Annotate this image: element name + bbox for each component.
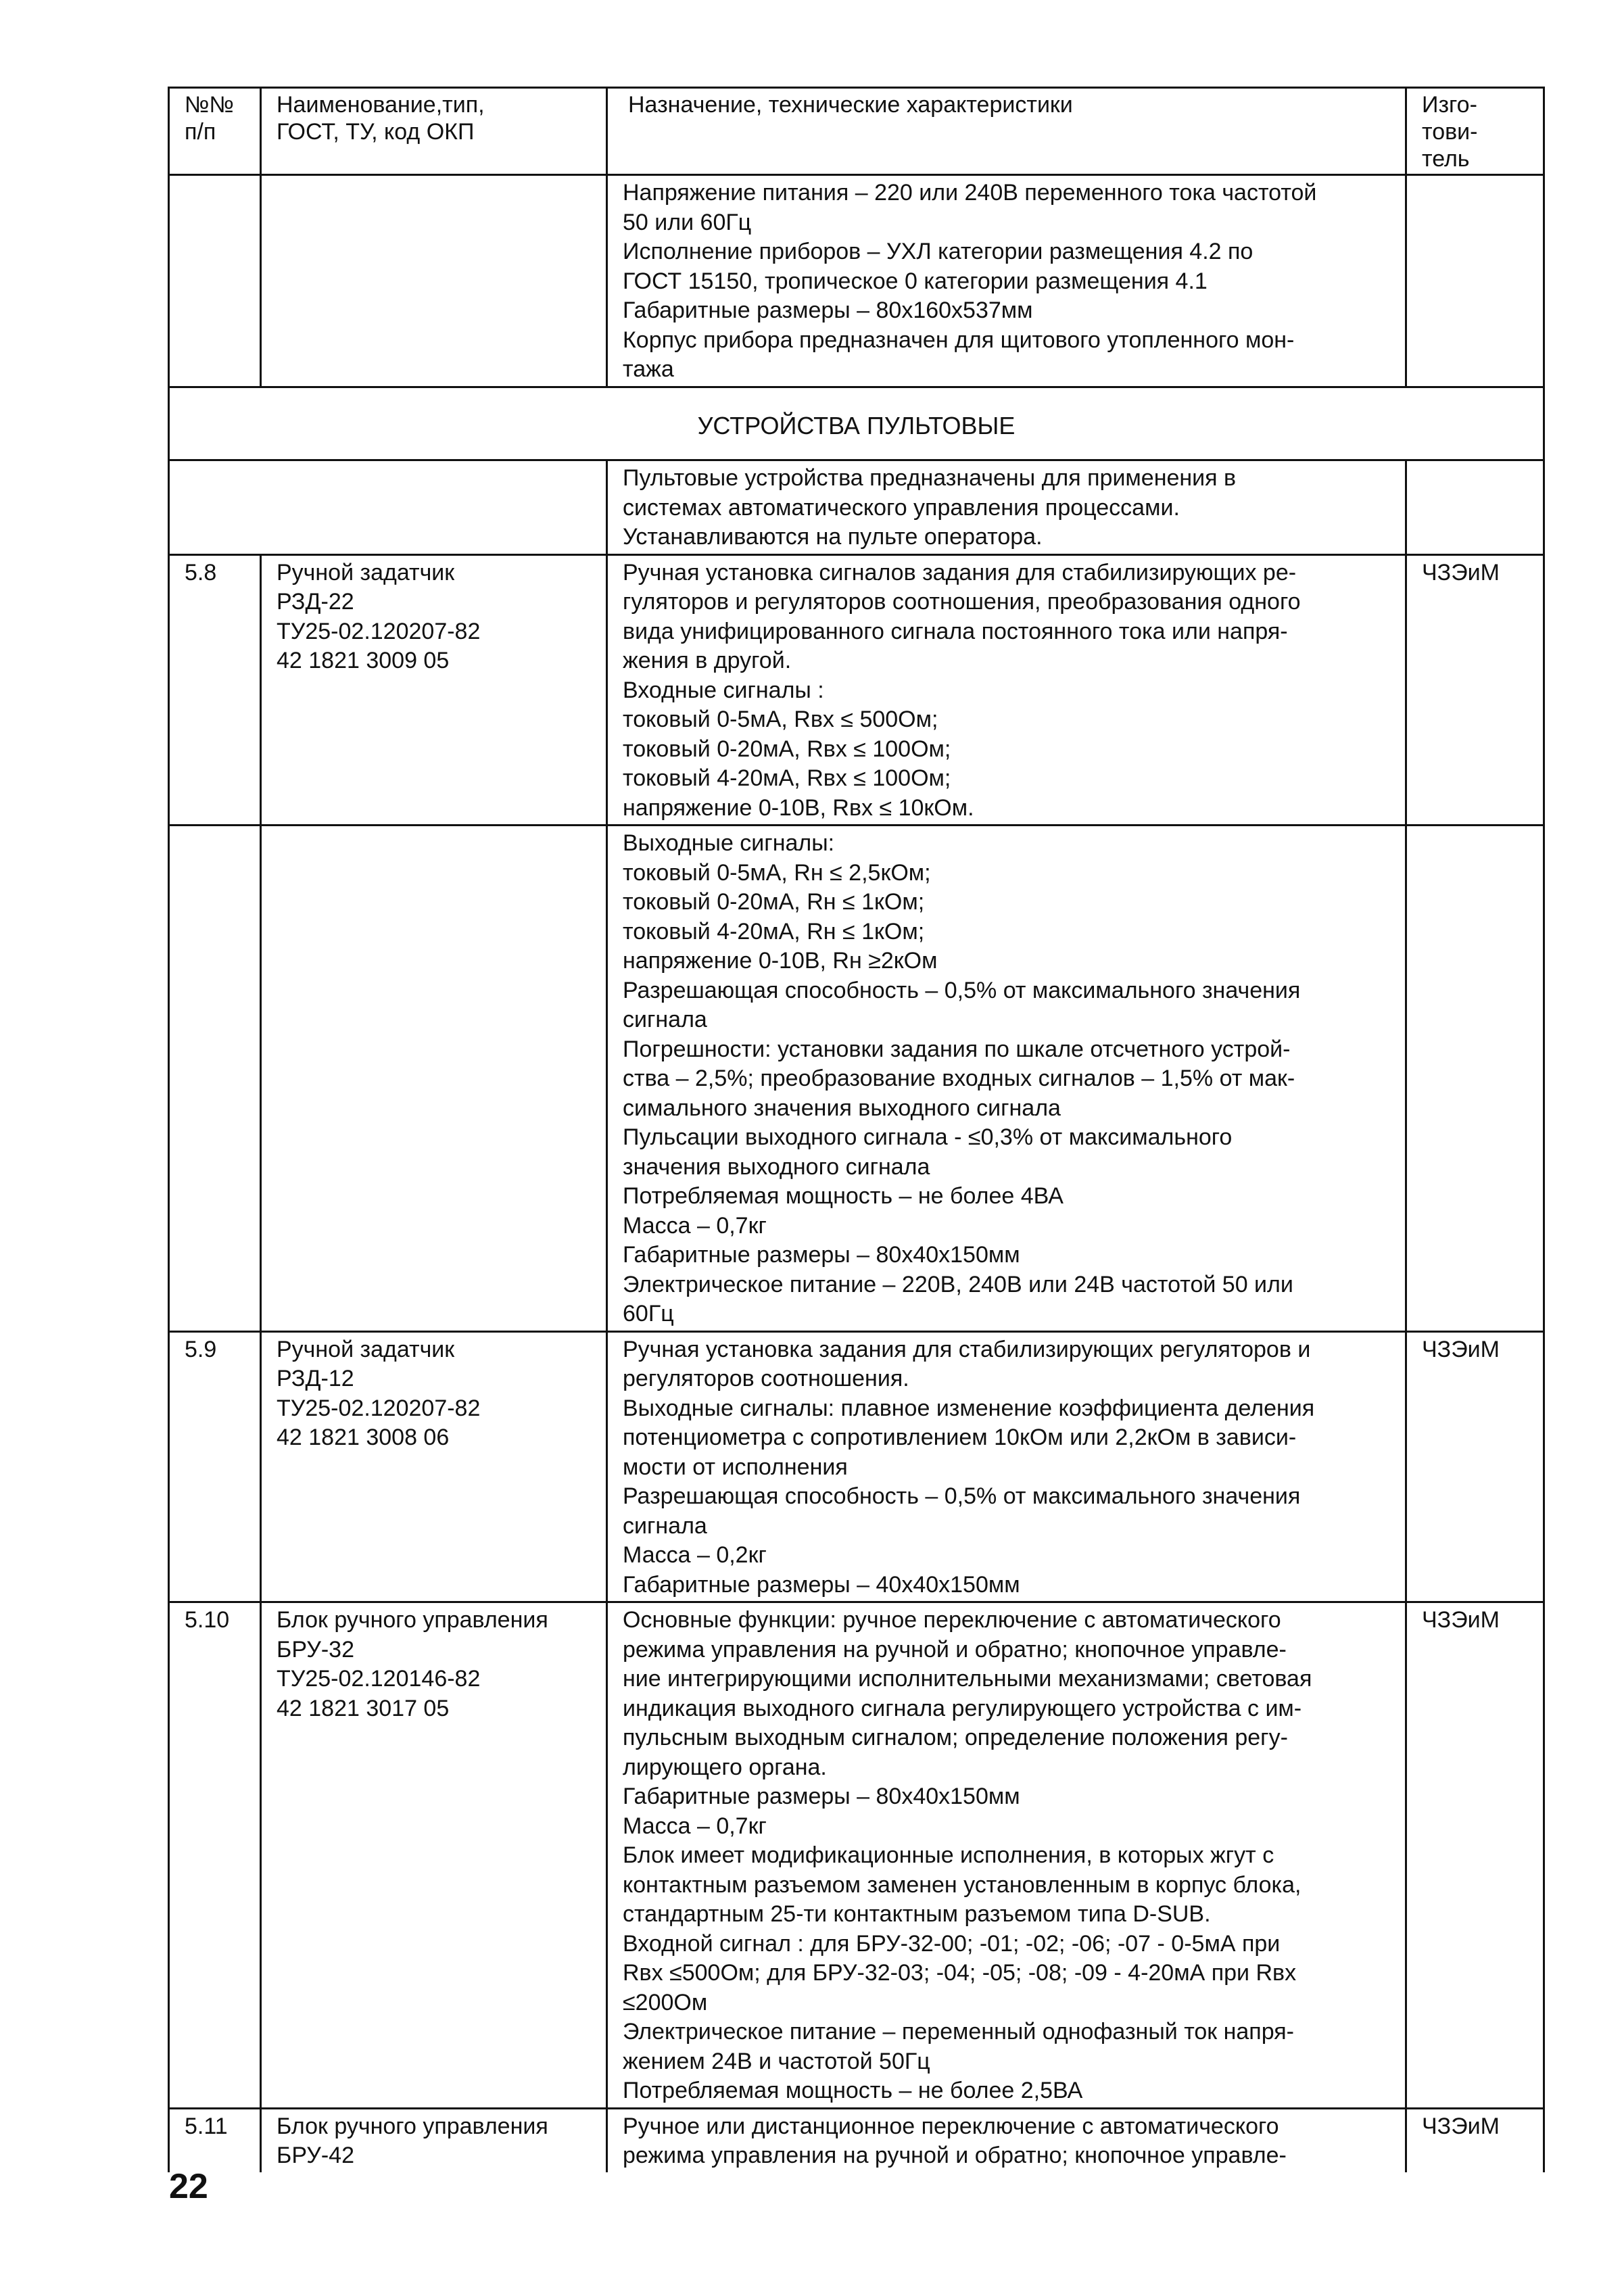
table-row-continuation (169, 826, 1544, 1332)
header-mfr: Изго- тови- тель (1406, 88, 1544, 175)
section-title-row (169, 387, 1544, 460)
row-desc: Ручная установка задания для стабилизирующих регуляторов и регуляторов соотношения. Выходные сигналы: плавное изменение коэффициента деления потенциометра с сопротивлением 10кОм или 2,2кОм в зависи- мости от исполнения Разрешающая способность – 0,5% от максимального значения сигнала Масса – 0,2кг Габаритные размеры – 40х40х150мм (607, 1331, 1406, 1602)
section-intro-row (169, 460, 1544, 555)
table-row (169, 1602, 1544, 2109)
row-mfr: ЧЗЭиМ (1406, 554, 1544, 826)
table-header-row (169, 88, 1544, 175)
header-desc: Назначение, технические характеристики (607, 88, 1406, 175)
table-row (169, 1331, 1544, 1602)
row-num: 5.10 (169, 1602, 261, 2109)
row-mfr: ЧЗЭиМ (1406, 2108, 1544, 2172)
table-row (169, 2108, 1544, 2172)
continuation-row (169, 175, 1544, 387)
row-num: 5.8 (169, 554, 261, 826)
row-mfr: ЧЗЭиМ (1406, 1331, 1544, 1602)
page-number: 22 (169, 2167, 208, 2206)
row-desc: Ручное или дистанционное переключение с автоматического режима управления на ручной и обратно; кнопочное управле- (607, 2108, 1406, 2172)
table-row (169, 554, 1544, 826)
row-desc: Основные функции: ручное переключение с автоматического режима управления на ручной и обратно; кнопочное управле- ние интегрирующими исполнительными механизмами; световая индикация выходного сигнала регулирующего устройства с им- пульсным выходным сигналом; определение положения регу- лирующего органа. Габаритные размеры – 80х40х150мм Масса – 0,7кг Блок имеет модификационные исполнения, в которых жгут с контактным разъемом заменен установленным в корпус блока, стандартным 25-ти контактным разъемом типа D-SUB. Входной сигнал : для БРУ-32-00; -01; -02; -06; -07 - 0-5мА при Rвх ≤500Ом; для БРУ-32-03; -04; -05; -08; -09 - 4-20мА при Rвх ≤200Ом Электрическое питание – переменный однофазный ток напря- жением 24В и частотой 50Гц Потребляемая мощность – не более 2,5ВА (607, 1602, 1406, 2109)
row-name: Ручной задатчик РЗД-12 ТУ25-02.120207-82 42 1821 3008 06 (261, 1331, 607, 1602)
row-num: 5.9 (169, 1331, 261, 1602)
row-mfr: ЧЗЭиМ (1406, 1602, 1544, 2109)
row-name: Блок ручного управления БРУ-32 ТУ25-02.120146-82 42 1821 3017 05 (261, 1602, 607, 2109)
header-name: Наименование,тип, ГОСТ, ТУ, код ОКП (261, 88, 607, 175)
section-title: УСТРОЙСТВА ПУЛЬТОВЫЕ (169, 387, 1544, 460)
continuation-desc: Напряжение питания – 220 или 240В переменного тока частотой 50 или 60Гц Исполнение приборов – УХЛ категории размещения 4.2 по ГОСТ 15150, тропическое 0 категории размещения 4.1 Габаритные размеры – 80х160х537мм Корпус прибора предназначен для щитового утопленного мон- тажа (607, 175, 1406, 387)
spec-table (168, 87, 1545, 2172)
row-desc: Ручная установка сигналов задания для стабилизирующих ре- гуляторов и регуляторов соотношения, преобразования одного вида унифицированного сигнала постоянного тока или напря- жения в другой. Входные сигналы : токовый 0-5мА, Rвх ≤ 500Ом; токовый 0-20мА, Rвх ≤ 100Ом; токовый 4-20мА, Rвх ≤ 100Ом; напряжение 0-10В, Rвх ≤ 10кОм. (607, 554, 1406, 826)
row-num: 5.11 (169, 2108, 261, 2172)
row-desc-continuation: Выходные сигналы: токовый 0-5мА, Rн ≤ 2,5кОм; токовый 0-20мА, Rн ≤ 1кОм; токовый 4-20мА, Rн ≤ 1кОм; напряжение 0-10В, Rн ≥2кОм Разрешающая способность – 0,5% от максимального значения сигнала Погрешности: установки задания по шкале отсчетного устрой- ства – 2,5%; преобразование входных сигналов – 1,5% от мак- симального значения выходного сигнала Пульсации выходного сигнала - ≤0,3% от максимального значения выходного сигнала Потребляемая мощность – не более 4ВА Масса – 0,7кг Габаритные размеры – 80х40х150мм Электрическое питание – 220В, 240В или 24В частотой 50 или 60Гц (607, 826, 1406, 1332)
row-name: Ручной задатчик РЗД-22 ТУ25-02.120207-82 42 1821 3009 05 (261, 554, 607, 826)
row-name: Блок ручного управления БРУ-42 (261, 2108, 607, 2172)
header-num: №№ п/п (169, 88, 261, 175)
section-intro: Пультовые устройства предназначены для применения в системах автоматического управления процессами. Устанавливаются на пульте оператора. (607, 460, 1406, 555)
